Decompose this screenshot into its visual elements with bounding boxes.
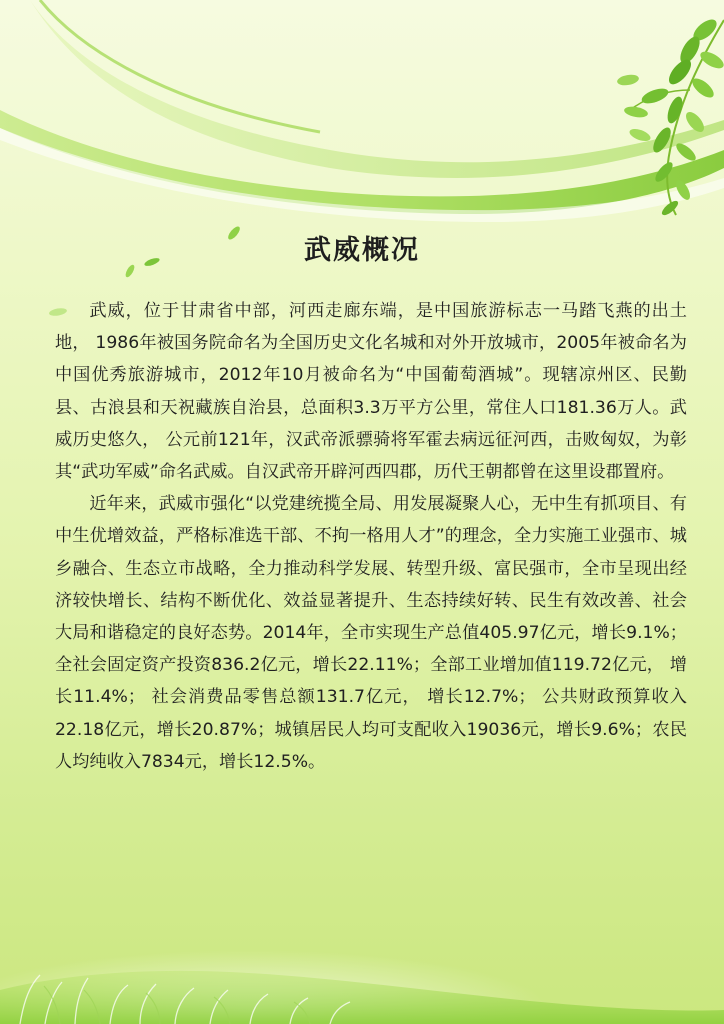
paragraph-development: 近年来，武威市强化“以党建统揽全局、用发展凝聚人心，无中生有抓项目、有中生优增效益，严格标准选干部、不拘一格用人才”的理念，全力实施工业强市、城乡融合、生态立市战略，全力推动科学发展、转型升级、富民强市，全市呈现出经济较快增长、结构不断优化、效益显著提升、生态持续好转、民生有效改善、社会大局和谐稳定的良好态势。2014年，全市实现生产总值405.97亿元，增长9.1%；全社会固定资产投资836.2亿元，增长22.11%；全部工业增加值119.72亿元， 增长11.4%； 社会消费品零售总额131.7亿元， 增长12.7%； 公共财政预算收入22.18亿元，增长20.87%；城镇居民人均可支配收入19036元，增长9.6%；农民人均纯收入7834元，增长12.5%。	[55, 494, 687, 772]
top-swoosh-banner	[0, 0, 724, 222]
article-body	[55, 295, 687, 778]
grass-bottom-decoration	[0, 971, 724, 1024]
page-title: 武威概况	[304, 235, 420, 266]
leaf-branch-icon	[616, 16, 724, 218]
paragraph-intro: 武威，位于甘肃省中部，河西走廊东端，是中国旅游标志一马踏飞燕的出土地， 1986年被国务院命名为全国历史文化名城和对外开放城市，2005年被命名为中国优秀旅游城市，2012年10月被命名为“中国葡萄酒城”。现辖凉州区、民勤县、古浪县和天祝藏族自治县，总面积3.3万平方公里，常住人口181.36万人。武威历史悠久， 公元前121年，汉武帝派骠骑将军霍去病远征河西，击败匈奴，为彰其“武功军威”命名武威。自汉武帝开辟河西四郡，历代王朝都曾在这里设郡置府。	[55, 301, 687, 483]
